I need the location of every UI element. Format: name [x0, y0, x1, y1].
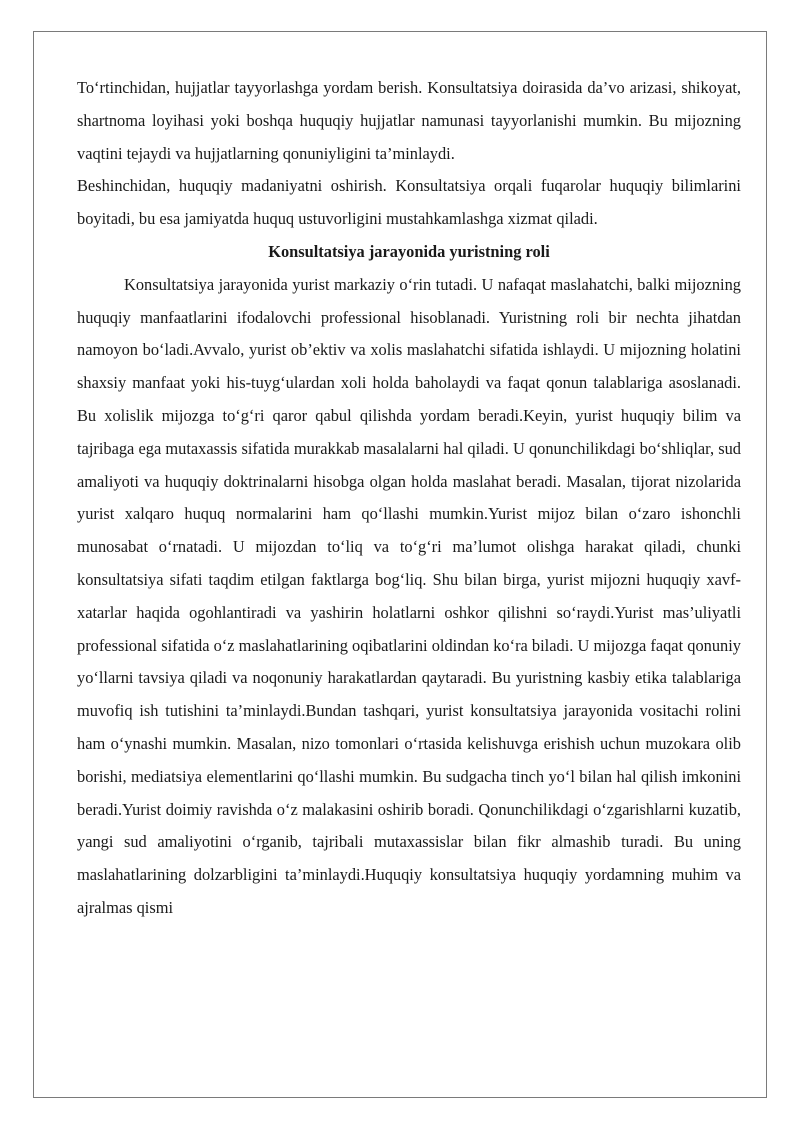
paragraph-lawyer-role: Konsultatsiya jarayonida yurist markaziy o‘rin tutadi. U nafaqat maslahatchi, balki mijozning huquqiy manfaatlarini ifodalovchi professional hisoblanadi. Yuristning roli bir nechta jihatdan namoyon bo‘ladi.Avvalo, yurist ob’ektiv va xolis maslahatchi sifatida ishlaydi. U mijozning holatini shaxsiy manfaat yoki his-tuyg‘ulardan xoli holda baholaydi va faqat qonun talablariga asoslanadi. Bu xolislik mijozga to‘g‘ri qaror qabul qilishda yordam beradi.Keyin, yurist huquqiy bilim va tajribaga ega mutaxassis sifatida murakkab masalalarni hal qiladi. U qonunchilikdagi bo‘shliqlar, sud amaliyoti va huquqiy doktrinalarni hisobga olgan holda maslahat beradi. Masalan, tijorat nizolarida yurist xalqaro huquq normalarini ham qo‘llashi mumkin.Yurist mijoz bilan o‘zaro ishonchli munosabat o‘rnatadi. U mijozdan to‘liq va to‘g‘ri ma’lumot olishga harakat qiladi, chunki konsultatsiya sifati taqdim etilgan faktlarga bog‘liq. Shu bilan birga, yurist mijozni huquqiy xavf-xatarlar haqida ogohlantiradi va yashirin holatlarni oshkor qilishni so‘raydi.Yurist mas’uliyatli professional sifatida o‘z maslahatlarining oqibatlarini oldindan ko‘ra biladi. U mijozga faqat qonuniy yo‘llarni tavsiya qiladi va noqonuniy harakatlardan qaytaradi. Bu yuristning kasbiy etika talablariga muvofiq ish tutishini ta’minlaydi.Bundan tashqari, yurist konsultatsiya jarayonida vositachi rolini ham o‘ynashi mumkin. Masalan, nizo tomonlari o‘rtasida kelishuvga erishish uchun muzokara olib borishi, mediatsiya elementlarini qo‘llashi mumkin. Bu sudgacha tinch yo‘l bilan hal qilish imkonini beradi.Yurist doimiy ravishda o‘z malakasini oshirib boradi. Qonunchilikdagi o‘zgarishlarni kuzatib, yangi sud amaliyotini o‘rganib, tajribali mutaxassislar bilan fikr almashib turadi. Bu uning maslahatlarining dolzarbligini ta’minlaydi.Huquqiy konsultatsiya huquqiy yordamning muhim va ajralmas qismi: [77, 274, 741, 917]
paragraph-legal-culture: Beshinchidan, huquqiy madaniyatni oshirish. Konsultatsiya orqali fuqarolar huquqiy bilimlarini boyitadi, bu esa jamiyatda huquq ustuvorligini mustahkamlashga xizmat qiladi.: [77, 176, 741, 229]
paragraph-document-preparation: To‘rtinchidan, hujjatlar tayyorlashga yordam berish. Konsultatsiya doirasida da’vo arizasi, shikoyat, shartnoma loyihasi yoki boshqa huquqiy hujjatlar namunasi tayyorlanishi mumkin. Bu mijozning vaqtini tejaydi va hujjatlarning qonuniyligini ta’minlaydi.: [77, 78, 741, 163]
section-heading: Konsultatsiya jarayonida yuristning roli: [268, 241, 550, 261]
document-body: [77, 72, 741, 925]
